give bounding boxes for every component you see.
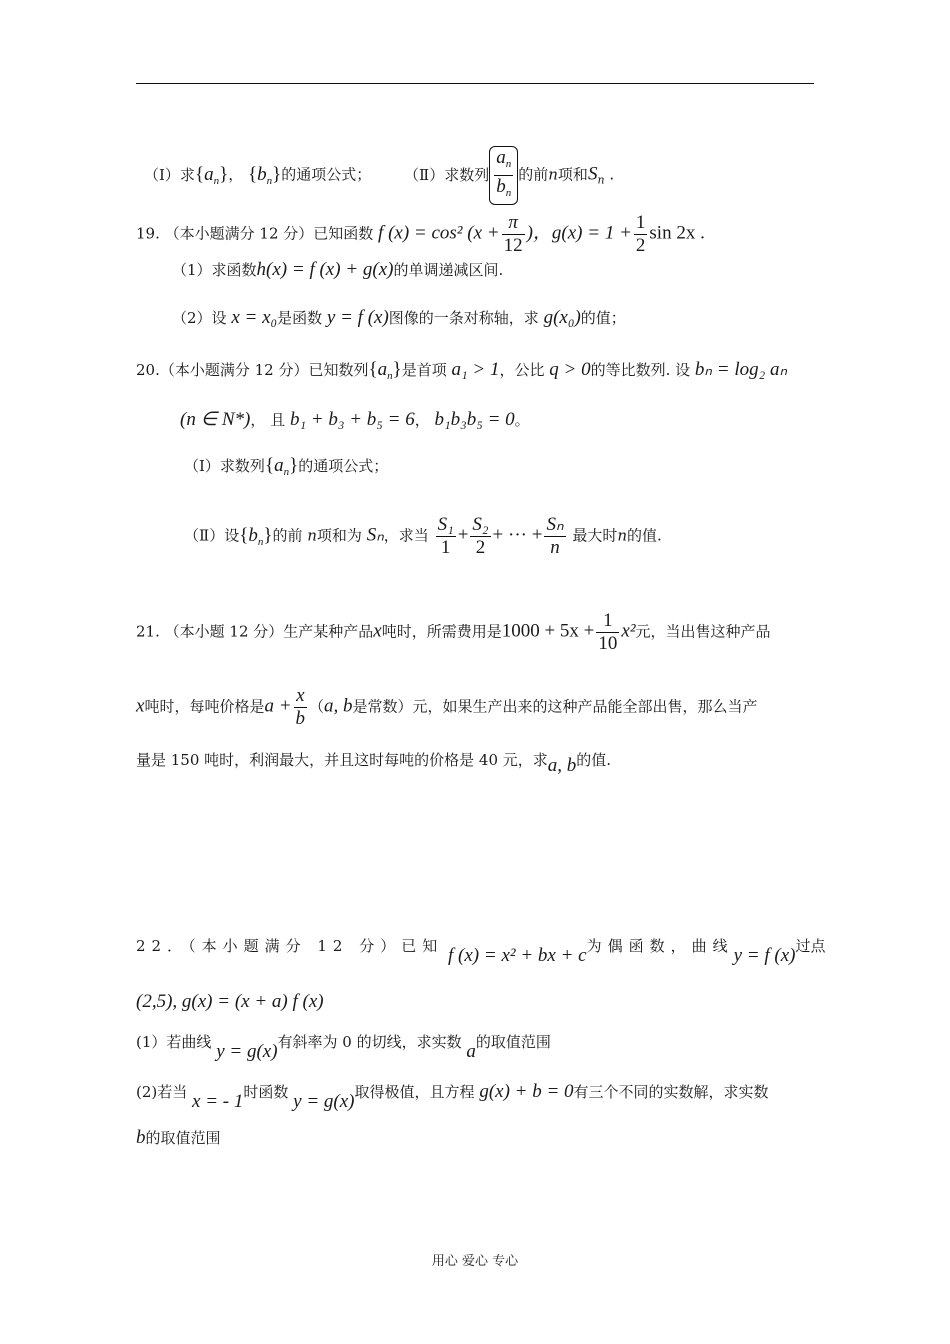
ratio-sequence: $\frac{a_n}{b_n}$ xyxy=(489,146,518,205)
page-footer: 用心 爱心 专心 xyxy=(431,1254,519,1269)
q22-part1: (1）若曲线 y = g(x)有斜率为 0 的切线，求实数 a的取值范围 xyxy=(136,1033,551,1062)
q22-part2-cont: b的取值范围 xyxy=(136,1127,221,1148)
q22-part2: (2)若当 x = - 1时函数 y = g(x)取得极值，且方程 g(x) + b = 0有三个不同的实数解，求实数 xyxy=(136,1081,769,1112)
q22-header: 22．（本小题满分 12 分）已知 f (x) = x² + bx + c为偶函数，曲线y = f (x)过点 xyxy=(136,937,826,966)
q19-part1: （1）求函数h(x) = f (x) + g(x)的单调递减区间. xyxy=(172,259,504,280)
q19-header: 19. （本小题满分 12 分）已知函数 f (x) = cos² (x + $\frac{\pi}{12}$ )，g(x) = 1 + $\frac{1}{2}$ sin 2x . xyxy=(136,212,705,256)
q21-line1: 21. （本小题 12 分）生产某种产品x吨时，所需费用是1000 + 5x + $\frac{1}{10}$ x²元，当出售这种产品 xyxy=(136,610,771,654)
q20-part1: （Ⅰ）求数列$\{a_n\}$的通项公式； xyxy=(184,455,389,478)
q22-line2: (2,5), g(x) = (x + a) f (x) xyxy=(136,991,324,1012)
header-rule xyxy=(136,83,814,84)
q20-header: 20.（本小题满分 12 分）已知数列$\{a_n\}$是首项 a₁ > 1，公比 q > 0的等比数列. 设 bₙ = log₂ aₙ xyxy=(136,359,788,382)
q18-parts: （Ⅰ）求$\{a_n\}$， $\{b_n\}$的通项公式； （Ⅱ）求数列 $\frac{a_n}{b_n}$ 的前n项和$S_n$ . xyxy=(136,146,816,205)
q21-line3: 量是 150 吨时，利润最大，并且这时每吨的价格是 40 元，求a, b的值. xyxy=(136,751,612,776)
q20-conditions: (n ∈ N*)， 且 b₁ + b₃ + b₅ = 6， b₁b₃b₅ = 0。 xyxy=(180,409,530,430)
q21-line2: x吨时，每吨价格是a + $\frac{x}{b}$ （a, b是常数）元，如果生产出来的这种产品能全部出售，那么当产 xyxy=(136,685,758,729)
q20-part2: （Ⅱ）设$\{b_n\}$的前 n项和为 Sₙ，求当 $\frac{\text{S₁}}{1}$ + $\frac{\text{S₂}}{2}$ + ··· + $\frac{\text{Sₙ}}{n}$ 最大时n的值. xyxy=(184,514,662,558)
q19-part2: （2）设 x = x₀是函数 y = f (x)图像的一条对称轴，求 g(x₀)的值； xyxy=(172,307,626,328)
